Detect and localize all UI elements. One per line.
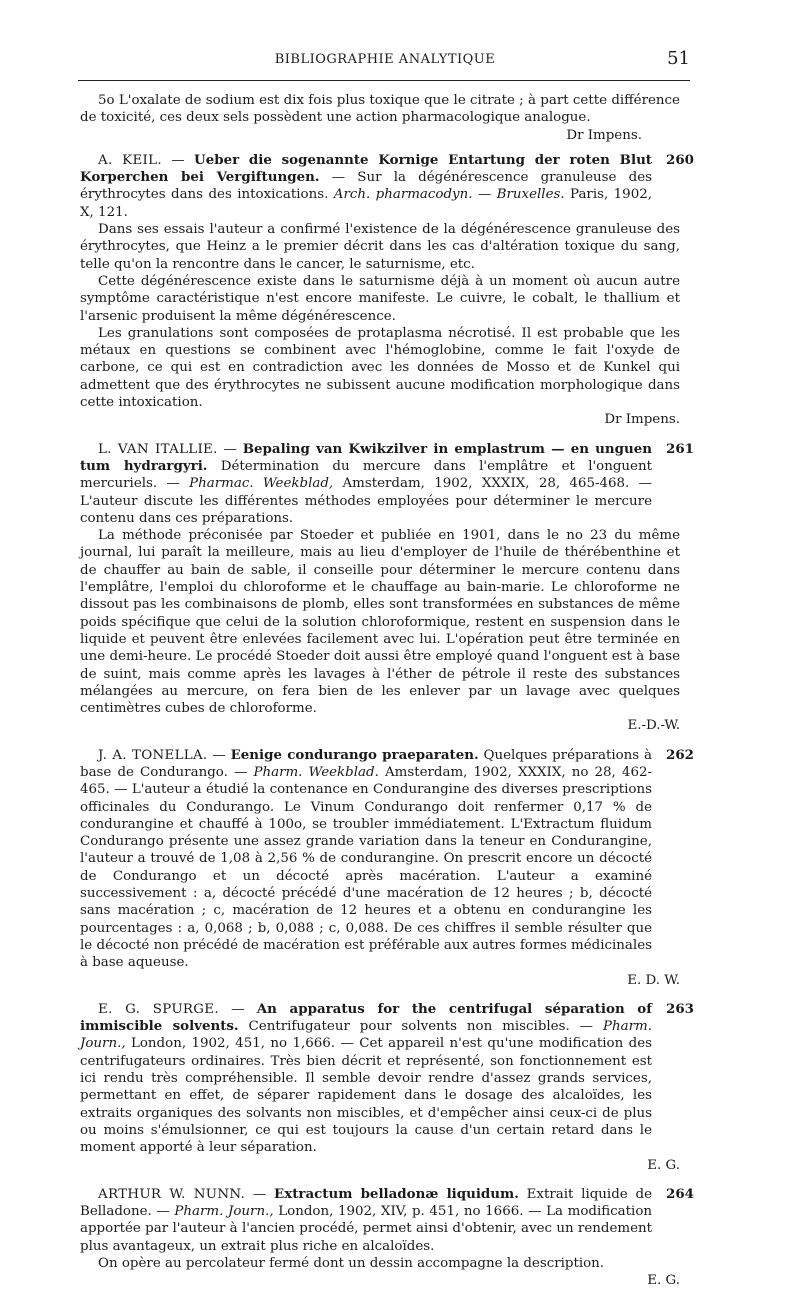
entry-journal: Arch. pharmacodyn. — Bruxelles. (333, 187, 565, 203)
entry-paragraph: La méthode préconisée par Stoeder et publiée en 1901, dans le no 23 du même journal, lui paraît la meilleure, mais au lieu d'employer de l'huile de thérébenthine et de chauffer au bain de sable, il conseille pour déterminer le mercure contenu dans l'emplâtre, l'emploi du chloroforme et le chauffage au bain-marie. Le chloroforme ne dissout pas les combinaisons de plomb, elles sont transformées en substances de même poids spécifique que celui de la solution chloroformique, restent en suspension dans le liquide et peuvent être enlevées facilement avec lui. L'opération peut être terminée en une demi-heure. Le procédé Stoeder doit aussi être employé quand l'onguent est à base de suint, mais comme après les lavages à l'éther de pétrole il reste des substances mélangées au mercure, on fera bien de les enlever par un lavage avec quelques centimètres cubes de chloroforme. (80, 528, 680, 717)
entry-number: 262 (666, 746, 694, 763)
entry-reference-tail: Paris, 1902, X, 121. (80, 187, 652, 220)
entry-signature: E. G. (647, 1273, 680, 1289)
entry-signature: E. G. (647, 1157, 680, 1173)
entry-signature: E.-D.-W. (627, 718, 680, 734)
entry-heading (80, 1185, 694, 1255)
entry-author: ARTHUR W. NUNN. (98, 1186, 246, 1202)
page-number: 51 (667, 48, 690, 69)
bibliography-entry (80, 440, 694, 735)
entry-title: Ueber die sogenannte Kornige Entartung der roten Blut Korperchen bei Vergiftungen. (80, 151, 652, 186)
entry-paragraph: On opère au percolateur fermé dont un dessin accompagne la description. (98, 1256, 605, 1271)
entry-title: Extractum belladonæ liquidum. (274, 1185, 519, 1202)
entry-title: An apparatus for the centrifugal séparation of immiscible solvents. (80, 1000, 653, 1035)
entry-paragraph: Les granulations sont composées de protaplasma nécrotisé. Il est probable que les métaux en questions se combinent avec l'hémoglobine, comme le fait l'oxyde de carbone, ce qui est en contradiction avec les données de Mosso et de Kunkel qui admettent que des érythrocytes ne subissent aucune modification morphologique dans cette intoxication. (80, 325, 680, 411)
entry-reference: — Sur la dégénérescence granuleuse des érythrocytes dans des intoxications. (80, 170, 652, 203)
running-title: BIBLIOGRAPHIE ANALYTIQUE (274, 52, 496, 67)
entry-dash: — (161, 152, 195, 168)
entry-title: Eenige condurango praeparaten. (230, 746, 479, 763)
entry-journal: Pharm. Journ., (174, 1204, 274, 1220)
entry-reference: Détermination du mercure dans l'emplâtre et l'onguent mercuriels. — (80, 458, 652, 492)
entry-reference-tail: Amsterdam, 1902, XXXIX, 28, 465-468. — L'auteur discute les différentes méthodes employées pour déterminer le mercure contenu dans ces préparations. (80, 476, 652, 526)
entry-reference: Centrifugateur pour solvents non miscibles. — (238, 1019, 604, 1035)
entry-number: 263 (666, 1000, 694, 1017)
bibliography-entry (80, 151, 694, 429)
entry-signature: E. D. W. (627, 972, 680, 988)
entry-heading (80, 440, 694, 527)
entry-dash: — (207, 747, 231, 763)
entry-dash: — (217, 441, 243, 457)
intro-signature: Dr Impens. (566, 127, 642, 143)
entry-title: Bepaling van Kwikzilver in emplastrum — en unguen tum hydrargyri. (80, 440, 653, 474)
entry-author: L. VAN ITALLIE. (98, 441, 218, 457)
entry-number: 260 (666, 151, 694, 168)
entry-reference-tail: Amsterdam, 1902, XXXIX, no 28, 462-465. — L'auteur a étudié la contenance en Condurangine des diverses prescriptions officinales du Condurango. Le Vinum Condurango doit renfermer 0,17 % de condurangine et chauffé à 100o, se troubler immédiatement. L'Extractum fluidum Condurango présente une assez grande variation dans la teneur en Condurangine, l'auteur a trouvé de 1,08 à 2,56 % de condurangine. On prescrit encore un décocté de Condurango et un décocté après macération. L'auteur a examiné successivement : a, décocté précédé d'une macération de 12 heures ; b, décocté sans macération ; c, macération de 12 heures et a obtenu en condurangine les pourcentages : a, 0,068 ; b, 0,088 ; c, 0,088. De ces chiffres il semble résulter que le décocté non précédé de macération est préférable aux autres formes médicinales à base aqueuse. (80, 764, 653, 971)
bibliography-entry (80, 1000, 694, 1174)
entry-journal: Pharm. Weekblad. (253, 764, 379, 780)
entry-number: 261 (666, 440, 694, 457)
entry-heading (80, 1000, 694, 1157)
entry-heading (80, 151, 694, 221)
entry-signature: Dr Impens. (604, 412, 680, 428)
entry-author: J. A. TONELLA. (98, 747, 208, 763)
bibliography-entry (80, 1185, 694, 1290)
page-body (80, 92, 694, 1290)
entries-list (80, 151, 694, 1290)
entry-paragraph: Cette dégénérescence existe dans le saturnisme déjà à un moment où aucun autre symptôme caractéristique n'est encore manifeste. Le cuivre, le cobalt, le thallium et l'arsenic produisent la même dégénérescence. (80, 273, 680, 324)
entry-paragraph: Dans ses essais l'auteur a confirmé l'existence de la dégénérescence granuleuse des érythrocytes, que Heinz a le premier décrit dans les cas d'altération toxique du sang, telle qu'on la rencontre dans le cancer, le saturnisme, etc. (80, 222, 680, 272)
entry-author: A. KEIL. (98, 152, 162, 168)
entry-reference-tail: London, 1902, XIV, p. 451, no 1666. — La modification apportée par l'auteur à l'ancien procédé, permet ainsi d'obtenir, avec un rendement plus avantageux, un extrait plus riche en alcaloïdes. (80, 1204, 653, 1254)
entry-journal: Pharm. Journ., (80, 1019, 652, 1052)
entry-number: 264 (666, 1185, 694, 1202)
running-header (80, 48, 690, 74)
entry-reference: Extrait liquide de Belladone. — (80, 1186, 652, 1220)
entry-dash: — (218, 1001, 257, 1017)
entry-reference: Quelques préparations à base de Condurango. — (80, 747, 652, 780)
entry-journal: Pharmac. Weekblad, (189, 476, 334, 492)
header-rule (78, 80, 690, 81)
entry-dash: — (245, 1186, 275, 1202)
entry-author: E. G. SPURGE. (98, 1001, 219, 1017)
bibliography-entry (80, 746, 694, 989)
entry-heading (80, 746, 694, 972)
entry-reference-tail: London, 1902, 451, no 1,666. — Cet appareil n'est qu'une modification des centrifugateurs ordinaires. Très bien décrit et représenté, son fonctionnement est ici rendu très compréhensible. Il semble devoir rendre d'assez grands services, permettant en effet, de séparer rapidement dans le dosage des alcaloïdes, les extraits organiques des solvants non miscibles, et d'empêcher ainsi ceux-ci de plus ou moins s'émulsionner, ce qui est toujours la cause d'un certain retard dans le moment apporté à leur séparation. (80, 1036, 652, 1156)
intro-paragraph: 5o L'oxalate de sodium est dix fois plus toxique que le citrate ; à part cette différence de toxicité, ces deux sels possèdent une action pharmacologique analogue. (80, 93, 680, 126)
